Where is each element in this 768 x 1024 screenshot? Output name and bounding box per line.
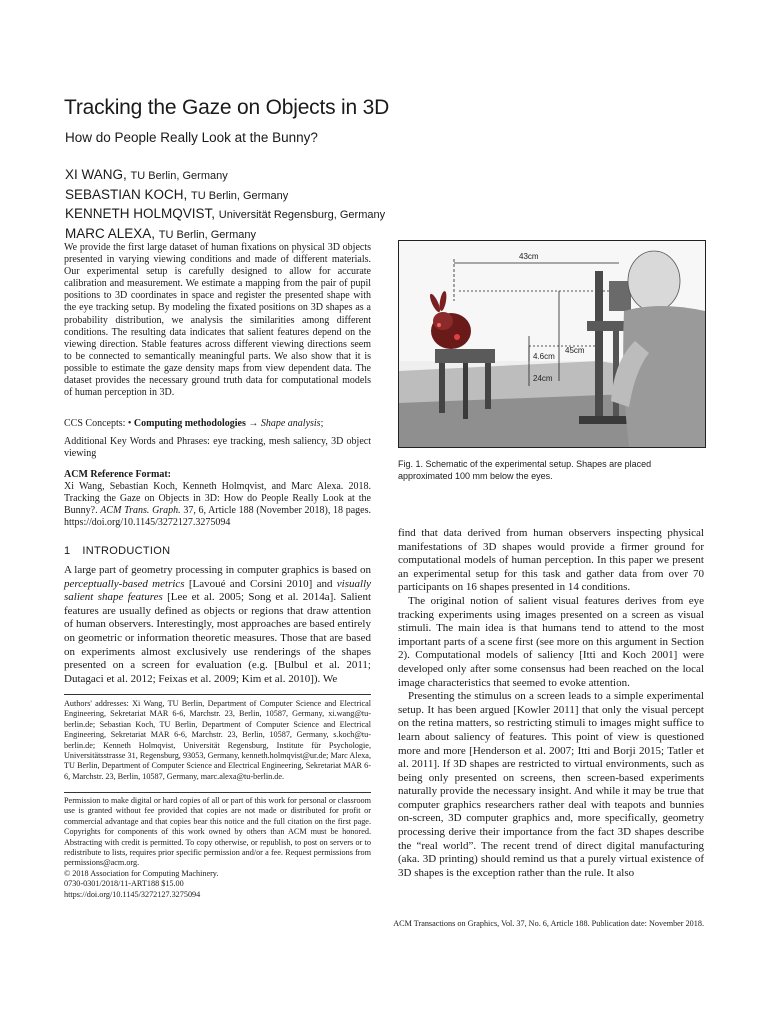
copyright: © 2018 Association for Computing Machinery. bbox=[64, 868, 219, 878]
intro-paragraph bbox=[64, 564, 371, 686]
ccs-suffix: ; bbox=[320, 418, 324, 429]
section-heading bbox=[64, 545, 371, 557]
paper-title: Tracking the Gaze on Objects in 3D bbox=[64, 96, 390, 119]
doi-link[interactable]: https://doi.org/10.1145/3272127.3275094 bbox=[64, 889, 201, 899]
body-paragraph: find that data derived from human observers inspecting physical manifestations of 3D shapes would provide a firmer ground for computational models of human perception. In this paper we present an experimental setup for this task and gather data from over 70 participants on 16 shapes presented in 14 conditions. bbox=[398, 527, 704, 594]
setup-schematic bbox=[399, 241, 705, 447]
section-title: INTRODUCTION bbox=[82, 545, 171, 557]
additional-keywords: Additional Key Words and Phrases: eye tracking, mesh saliency, 3D object viewing bbox=[64, 436, 371, 460]
ccs-concepts bbox=[64, 418, 371, 430]
body-paragraph: The original notion of salient visual features derives from eye tracking experiments using images presented on a screen as visual stimuli. The main idea is that humans tend to attend to the most important parts of a scene first (see more on this argument in Section 2). Computational models of saliency [Itti and Koch 2001] were developed only after some consensus had been reached on the local image characteristics that seemed to evoke attention. bbox=[398, 594, 704, 689]
acm-reference-details: 37, 6, Article 188 (November 2018), 18 pages. https://doi.org/10.1145/3272127.3275094 bbox=[64, 505, 372, 529]
author-list bbox=[65, 166, 385, 244]
acm-reference-heading: ACM Reference Format: bbox=[64, 469, 171, 480]
intro-text: A large part of geometry processing in computer graphics is based on bbox=[64, 564, 371, 576]
author-name: KENNETH HOLMQVIST, bbox=[65, 206, 216, 221]
intro-text: [Lavoué and Corsini 2010] and bbox=[184, 577, 337, 590]
author-entry bbox=[65, 166, 385, 186]
author-affiliation: TU Berlin, Germany bbox=[158, 228, 256, 241]
label-total-height: 45cm bbox=[565, 346, 585, 355]
acm-reference bbox=[64, 481, 371, 529]
body-paragraph: Presenting the stimulus on a screen leads to a simple experimental setup. It has been argued [Kowler 2011] that only the visual percept on the retina matters, so restricting stimuli to images might suffice to learn about saliency of features. This point of view is questioned more and more [Henderson et al. 2007; Itti and Borji 2015; Tatler et al. 2011]. If 3D shapes are restricted to virtual environments, such as being only presented on screens, then screen-based experiments naturally provide the necessary insight. And while it may be true that computer graphics researchers rather deal with teapots and bunnies on-screen, 3D computer graphics and, more specifically, geometry processing derive their importance from the fact 3D shapes describe the “real world”. The recent trend of direct digital manufacturing (aka. 3D printing) should remind us that a purely virtual existence of 3D shapes is the exception rather than the rule. It also bbox=[398, 690, 704, 879]
running-footer: ACM Transactions on Graphics, Vol. 37, No. 6, Article 188. Publication date: November 2018. bbox=[393, 919, 704, 928]
figure-caption: Fig. 1. Schematic of the experimental setup. Shapes are placed approximated 100 mm below the eyes. bbox=[398, 459, 652, 481]
label-table-height: 24cm bbox=[533, 374, 553, 383]
footnote-divider bbox=[64, 694, 371, 695]
label-width: 43cm bbox=[519, 252, 539, 261]
intro-text: [Lee et al. 2005; Song et al. 2014a]. Salient features are usually defined as objects or regions that draw attention of human observers. Interestingly, most approaches are based entirely on geometric or information theoretic measures. Those that are based on experiments almost exclusively use renderings of the shapes presented on a screen for evaluation (e.g. [Bulbul et al. 2011; Dutagaci et al. 2012; Feixas et al. 2009; Kim et al. 2010]). We bbox=[64, 591, 371, 685]
footnote-divider bbox=[64, 792, 371, 793]
ccs-bold: Computing methodologies bbox=[133, 418, 246, 429]
intro-emphasis: visually salient shape features bbox=[64, 577, 372, 604]
footnote-permission: Permission to make digital or hard copies of all or part of this work for personal or classroom use is granted without fee provided that copies are not made or distributed for profit or commercial advantage and that copies bear this notice and the full citation on the first page. Copyrights for components of this work owned by others than ACM must be honored. Abstracting with credit is permitted. To copy otherwise, or republish, to post on servers or to redistribute to lists, requires prior specific permission and/or a fee. Request permissions from permissions@acm.org. bbox=[64, 796, 371, 868]
author-entry bbox=[65, 205, 385, 225]
label-eye-height: 4.6cm bbox=[533, 352, 555, 361]
abstract: We provide the first large dataset of human fixations on physical 3D objects presented in varying viewing conditions and made of different materials. Our experimental setup is carefully designed to allow for accurate calibration and measurement. We estimate a mapping from the pair of pupil positions to 3D coordinates in space and register the presented shape with the eye tracking setup. By modeling the fixated positions on 3D shapes as a probability distribution, we analysis the similarities among different conditions. The resulting data indicates that salient features depend on the viewing direction. Stable features across different viewing directions seem to be connected to semantically meaningful parts. We also show that it is possible to estimate the gaze density maps from view dependent data. The dataset provides the necessary ground truth data for computational models of human perception in 3D. bbox=[64, 242, 371, 399]
ccs-italic: Shape analysis bbox=[260, 418, 321, 429]
author-name: MARC ALEXA, bbox=[65, 225, 156, 241]
ccs-arrow: → bbox=[245, 418, 261, 429]
intro-emphasis: perceptually-based metrics bbox=[64, 577, 185, 590]
author-name: SEBASTIAN KOCH, bbox=[65, 186, 188, 202]
author-name: XI WANG, bbox=[65, 167, 127, 182]
ccs-prefix: CCS Concepts: • bbox=[64, 418, 134, 429]
author-affiliation: TU Berlin, Germany bbox=[191, 189, 289, 202]
author-affiliation: Universität Regensburg, Germany bbox=[218, 209, 386, 221]
paper-subtitle: How do People Really Look at the Bunny? bbox=[65, 130, 318, 145]
footnote-permission-block bbox=[64, 796, 371, 900]
author-affiliation: TU Berlin, Germany bbox=[130, 170, 228, 182]
issn: 0730-0301/2018/11-ART188 $15.00 bbox=[64, 879, 184, 889]
section-number: 1 bbox=[64, 545, 71, 557]
acm-reference-text: Xi Wang, Sebastian Koch, Kenneth Holmqvist, and Marc Alexa. 2018. Tracking the Gaze on Objects in 3D: How do People Really Look at the Bunny?. bbox=[64, 481, 371, 517]
footnote-authors: Authors' addresses: Xi Wang, TU Berlin, Department of Computer Science and Electrical Engineering, Sekretariat MAR 6-6, Marchstr. 23, Berlin, 10587, Germany, xi.wang@tu-berlin.de; Sebastian Koch, TU Berlin, Department of Computer Science and Electrical Engineering, Sekretariat MAR 6-6, Marchstr. 23, Berlin, 10587, Germany, s.koch@tu-berlin.de; Kenneth Holmqvist, Universität Regensburg, Institute für Psychologie, Universitätsstrasse 31, Regensburg, 93053, Germany, kenneth.holmqvist@ur.de; Marc Alexa, TU Berlin, Department of Computer Science and Electrical Engineering, Sekretariat MAR 6-6, Marchstr. 23, Berlin, 10587, Germany, marc.alexa@tu-berlin.de. bbox=[64, 699, 371, 781]
author-entry bbox=[65, 186, 385, 206]
right-column-text bbox=[398, 527, 704, 880]
figure-experimental-setup bbox=[398, 240, 706, 448]
acm-reference-journal: ACM Trans. Graph. bbox=[100, 505, 181, 517]
